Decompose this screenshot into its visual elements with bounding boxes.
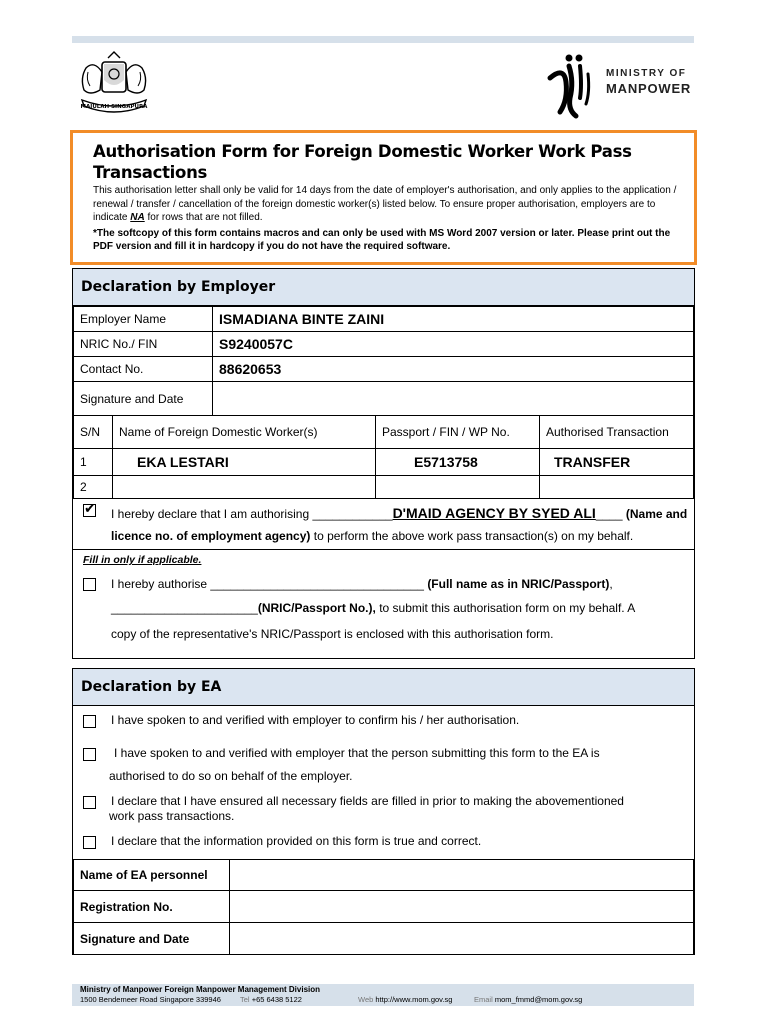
ministry-line1: MINISTRY OF <box>606 68 687 79</box>
worker-2-passport-field[interactable] <box>376 476 540 499</box>
ea-item-4: I declare that the information provided on this form is true and correct. <box>111 834 482 848</box>
singapore-crest-logo <box>74 50 154 116</box>
ea-checkbox-2[interactable] <box>83 748 96 761</box>
ea-declarations <box>73 706 694 859</box>
ea-section <box>72 668 695 955</box>
ea-personnel-label: Name of EA personnel <box>74 860 230 891</box>
employer-declaration: ✔ I hereby declare that I am authorising ____________D'MAID AGENCY BY SYED ALI____ (Name and licence no. of employment agency) to perform the above work pass transaction(s) on my behalf. <box>73 498 694 549</box>
ea-checkbox-1[interactable] <box>83 715 96 728</box>
nric-label: NRIC No./ FIN <box>74 332 213 357</box>
employer-name-field[interactable]: ISMADIANA BINTE ZAINI <box>213 307 694 332</box>
contact-field[interactable]: 88620653 <box>213 357 694 382</box>
intro-box <box>70 130 697 265</box>
ea-section-title: Declaration by EA <box>73 669 694 706</box>
crest-motto: MAJULAH SINGAPURA <box>80 104 148 110</box>
intro-text: This authorisation letter shall only be valid for 14 days from the date of employer's authorisation, and only applies to the application / renewal / transfer / cancellation of the foreign domestic worker(s) listed below. To ensure proper authorisation, employers are to indicate NA for rows that are not filled. <box>93 185 677 223</box>
agency-name-field[interactable]: D'MAID AGENCY BY SYED ALI <box>392 505 596 521</box>
ea-registration-field[interactable] <box>230 891 694 923</box>
ea-signature-field[interactable] <box>230 923 694 955</box>
ea-checkbox-4[interactable] <box>83 836 96 849</box>
optional-label: Fill in only if applicable. <box>83 554 202 566</box>
employer-name-label: Employer Name <box>74 307 213 332</box>
footer-address: 1500 Bendemeer Road Singapore 339946 <box>80 995 221 1004</box>
nric-field[interactable]: S9240057C <box>213 332 694 357</box>
workers-header-transaction: Authorised Transaction <box>540 416 694 449</box>
workers-table <box>73 415 694 499</box>
employer-declaration-checkbox[interactable] <box>83 504 96 517</box>
contact-label: Contact No. <box>74 357 213 382</box>
workers-header-name: Name of Foreign Domestic Worker(s) <box>113 416 376 449</box>
ministry-of-manpower-logo <box>546 52 696 122</box>
form-title: Authorisation Form for Foreign Domestic Worker Work Pass Transactions <box>93 142 632 182</box>
workers-header-sn: S/N <box>74 416 113 449</box>
worker-1-name-field[interactable]: EKA LESTARI <box>113 449 376 476</box>
worker-2-sn: 2 <box>74 476 113 499</box>
declaration-text-before: I hereby declare that I am authorising <box>111 507 310 521</box>
worker-2-name-field[interactable] <box>113 476 376 499</box>
ea-details-table <box>73 859 694 955</box>
ea-item-2-cont: authorised to do so on behalf of the employer. <box>109 769 353 783</box>
employer-section <box>72 268 695 659</box>
table-row <box>74 449 694 476</box>
na-marker: NA <box>130 212 145 223</box>
worker-2-transaction-field[interactable] <box>540 476 694 499</box>
representative-authorisation: Fill in only if applicable. I hereby authorise ________________________________ (Full name as in NRIC/Passport), ______________________(NRIC/Passport No.), to submit this authorisation form on my behalf. A copy of the representative's NRIC/Passport is enclosed with this authorisation form. <box>73 549 694 654</box>
employer-section-title: Declaration by Employer <box>73 269 694 306</box>
representative-checkbox[interactable] <box>83 578 96 591</box>
footer-tel: Tel +65 6438 5122 <box>240 995 302 1004</box>
worker-1-sn: 1 <box>74 449 113 476</box>
ea-personnel-field[interactable] <box>230 860 694 891</box>
employer-signature-field[interactable] <box>213 382 694 416</box>
ea-signature-label: Signature and Date <box>74 923 230 955</box>
footer-email: Email mom_fmmd@mom.gov.sg <box>474 995 583 1004</box>
ea-checkbox-3[interactable] <box>83 796 96 809</box>
top-divider-bar <box>72 36 694 43</box>
ea-item-3: I declare that I have ensured all necessary fields are filled in prior to making the abovementioned <box>111 794 624 808</box>
footer <box>72 984 694 1006</box>
intro-note: *The softcopy of this form contains macros and can only be used with MS Word 2007 version or later. Please print out the PDF version and fill it in hardcopy if you do not have the required software. <box>93 227 671 252</box>
footer-web: Web http://www.mom.gov.sg <box>358 995 453 1004</box>
ea-item-3-cont: work pass transactions. <box>109 809 235 823</box>
mom-logo-mark-icon <box>546 52 602 120</box>
ministry-line2: MANPOWER <box>606 81 692 96</box>
workers-header-passport: Passport / FIN / WP No. <box>376 416 540 449</box>
footer-division: Ministry of Manpower Foreign Manpower Management Division <box>80 985 321 994</box>
worker-1-transaction-field[interactable]: TRANSFER <box>540 449 694 476</box>
ea-item-1: I have spoken to and verified with employer to confirm his / her authorisation. <box>111 713 520 727</box>
employer-details-table <box>73 306 694 416</box>
worker-1-passport-field[interactable]: E5713758 <box>376 449 540 476</box>
ea-item-2: I have spoken to and verified with employer that the person submitting this form to the EA is <box>114 746 600 760</box>
ea-registration-label: Registration No. <box>74 891 230 923</box>
table-row <box>74 476 694 499</box>
employer-signature-label: Signature and Date <box>74 382 213 416</box>
